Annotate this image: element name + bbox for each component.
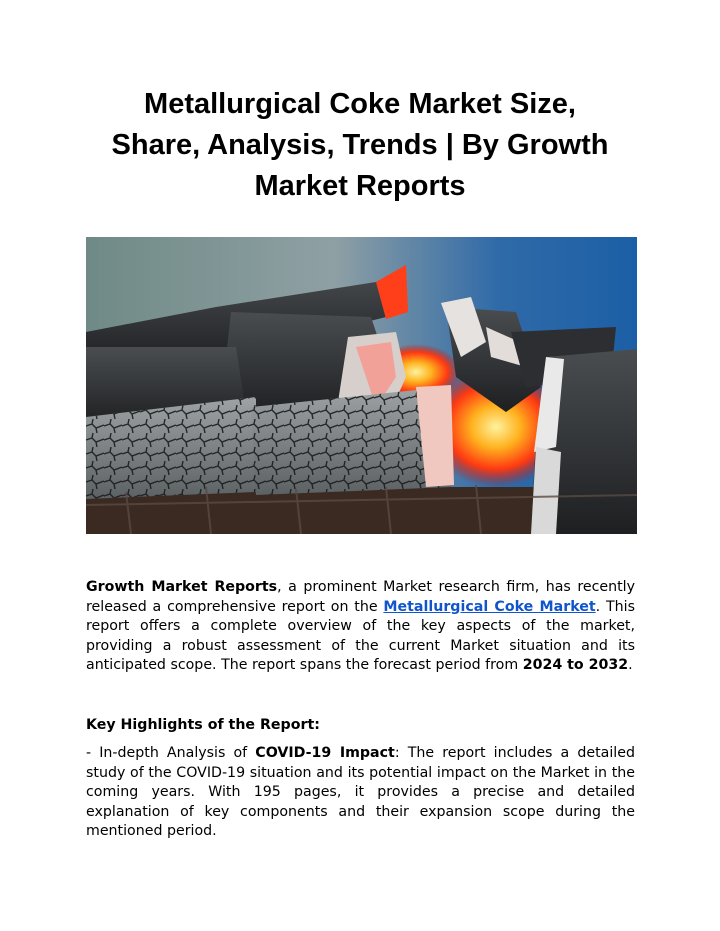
highlight-prefix: - In-depth Analysis of bbox=[86, 745, 256, 761]
title-line-2: Share, Analysis, Trends | By Growth bbox=[111, 129, 609, 161]
highlight-item bbox=[86, 744, 635, 842]
highlight-bold: COVID-19 Impact bbox=[255, 745, 395, 761]
title-line-1: Metallurgical Coke Market Size, bbox=[144, 88, 576, 120]
intro-text-3: . bbox=[628, 657, 633, 674]
metallurgical-coke-market-link[interactable]: Metallurgical Coke Market bbox=[383, 598, 596, 615]
intro-text-1: , a prominent Market research firm, has recently released a comprehensive report on the bbox=[86, 579, 636, 615]
highlight-text: : The report includes a detailed study of the COVID-19 situation and its potential impact on the Market in the coming years. With 195 pages, it provides a precise and detailed explanation of key components and their expansion scope during the mentioned period. bbox=[86, 745, 635, 840]
intro-paragraph bbox=[86, 578, 635, 676]
title-line-3: Market Reports bbox=[254, 170, 466, 202]
forecast-period: 2024 to 2032 bbox=[522, 657, 629, 674]
company-name: Growth Market Reports bbox=[86, 579, 278, 595]
intro-text-2: . This report offers a complete overview of the key aspects of the market, providing a robust assessment of the current Market situation and its anticipated scope. The report spans the forecast period from bbox=[86, 598, 635, 674]
hero-image bbox=[86, 237, 637, 534]
glowing-coal-illustration bbox=[86, 237, 637, 534]
page-title bbox=[60, 84, 660, 207]
highlights-heading: Key Highlights of the Report: bbox=[86, 717, 320, 733]
